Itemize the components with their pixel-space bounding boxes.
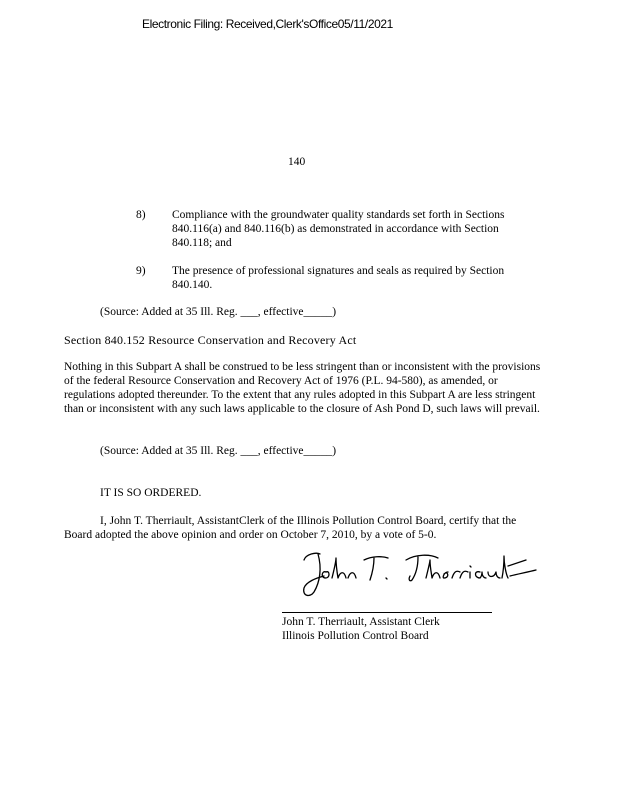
- list-item-number: 9): [136, 265, 146, 277]
- electronic-filing-stamp: Electronic Filing: Received,Clerk'sOffice05/11/2021: [142, 17, 393, 31]
- page-number: 140: [288, 156, 306, 168]
- section-paragraph: Nothing in this Subpart A shall be construed to be less stringent than or inconsistent with the provisions of the federal Resource Conservation and Recovery Act of 1976 (P.L. 94-580), as amended, or regulations adopted thereunder. To the extent that any rules adopted in this Subpart A are less stringent than or inconsistent with any such laws applicable to the closure of Ash Pond D, such laws will prevail.: [64, 361, 541, 415]
- certification-paragraph: I, John T. Therriault, AssistantClerk of the Illinois Pollution Control Board, certify that the Board adopted the above opinion and order on October 7, 2010, by a vote of 5-0.: [64, 515, 517, 541]
- signature-block: [282, 615, 440, 643]
- ordered-statement: IT IS SO ORDERED.: [100, 487, 202, 499]
- section-heading: Section 840.152 Resource Conservation and Recovery Act: [64, 333, 357, 347]
- source-note-2: (Source: Added at 35 Ill. Reg. ___, effective_____): [100, 445, 337, 457]
- handwritten-signature: [298, 548, 538, 600]
- list-item-text: The presence of professional signatures and seals as required by Section 840.140.: [172, 265, 505, 291]
- source-note-1: (Source: Added at 35 Ill. Reg. ___, effective_____): [100, 306, 337, 318]
- signer-organization: Illinois Pollution Control Board: [282, 630, 429, 642]
- signature-line: [282, 612, 492, 613]
- signer-name-title: John T. Therriault, Assistant Clerk: [282, 616, 440, 628]
- list-item-text: Compliance with the groundwater quality standards set forth in Sections 840.116(a) and 840.116(b) as demonstrated in accordance with Section 840.118; and: [172, 209, 505, 249]
- list-item-number: 8): [136, 209, 146, 221]
